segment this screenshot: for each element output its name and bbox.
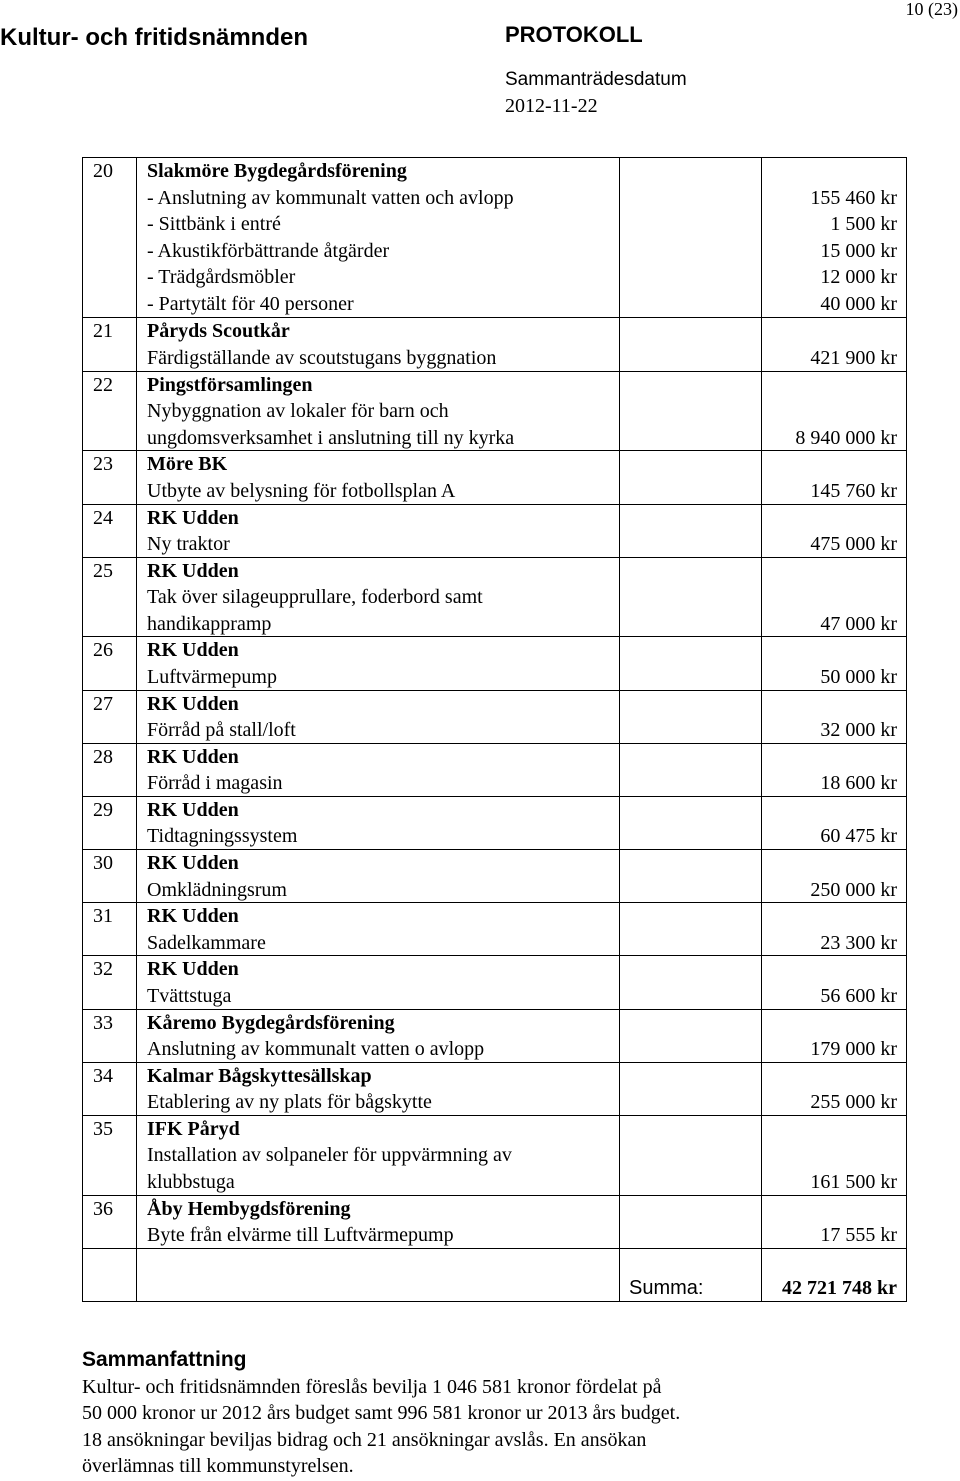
project-description: - Trädgårdsmöbler <box>147 266 296 289</box>
description-cell <box>136 1196 619 1248</box>
amount-cell <box>761 1063 906 1115</box>
amount-spacer <box>762 691 897 718</box>
amount-value: 40 000 kr <box>820 292 897 315</box>
amount-cell <box>761 1196 906 1248</box>
amount-cell <box>761 558 906 637</box>
empty-cell <box>619 372 761 451</box>
empty-cell <box>619 903 761 955</box>
project-description: Luftvärmepump <box>147 665 277 688</box>
project-description: Anslutning av kommunalt vatten o avlopp <box>147 1038 485 1061</box>
number-cell <box>83 372 136 451</box>
number-cell <box>83 956 136 1008</box>
applicant-name: RK Udden <box>147 745 239 768</box>
empty-cell <box>619 691 761 743</box>
amount-cell <box>761 1010 906 1062</box>
table-row <box>83 902 906 955</box>
amount-value: 161 500 kr <box>810 1170 897 1193</box>
summary-text <box>82 1374 680 1479</box>
applicant-name: RK Udden <box>147 506 239 529</box>
project-description: klubbstuga <box>147 1170 235 1193</box>
description-cell <box>136 797 619 849</box>
description-cell <box>136 956 619 1008</box>
amount-spacer <box>762 1116 897 1143</box>
summary-row <box>83 1248 906 1301</box>
applicant-name: RK Udden <box>147 692 239 715</box>
amount-cell <box>761 158 906 317</box>
amount-value: 17 555 kr <box>820 1224 897 1247</box>
applicant-name: RK Udden <box>147 852 239 875</box>
number-cell <box>83 637 136 689</box>
description-cell <box>136 451 619 503</box>
number-cell <box>83 451 136 503</box>
row-number: 24 <box>93 506 113 529</box>
description-cell <box>136 1010 619 1062</box>
number-cell <box>83 850 136 902</box>
description-cell <box>136 1249 619 1301</box>
summary-line: 18 ansökningar beviljas bidrag och 21 ansökningar avslås. En ansökan <box>82 1428 647 1451</box>
table-row <box>83 1195 906 1248</box>
summary-line: 50 000 kronor ur 2012 års budget samt 996 581 kronor ur 2013 års budget. <box>82 1402 681 1425</box>
applicant-name: Pingstförsamlingen <box>147 373 313 396</box>
number-cell <box>83 1063 136 1115</box>
table-row <box>83 796 906 849</box>
table-row <box>83 317 906 370</box>
project-description: - Akustikförbättrande åtgärder <box>147 239 390 262</box>
amount-value <box>762 1142 897 1169</box>
applicant-name: Möre BK <box>147 453 228 476</box>
number-cell <box>83 158 136 317</box>
amount-value: 47 000 kr <box>820 612 897 635</box>
empty-cell <box>619 558 761 637</box>
document-type: PROTOKOLL <box>505 22 643 47</box>
amount-spacer <box>762 558 897 585</box>
row-number: 22 <box>93 373 113 396</box>
project-description: Förråd på stall/loft <box>147 719 296 742</box>
amount-value: 18 600 kr <box>820 772 897 795</box>
amount-spacer <box>762 1063 897 1090</box>
amount-value: 15 000 kr <box>820 239 897 262</box>
number-cell <box>83 797 136 849</box>
summary-label: Summa: <box>629 1277 704 1300</box>
amount-cell <box>761 451 906 503</box>
row-number: 26 <box>93 639 113 662</box>
meeting-date: 2012-11-22 <box>505 95 598 117</box>
number-cell <box>83 744 136 796</box>
row-number: 31 <box>93 905 113 928</box>
number-cell <box>83 691 136 743</box>
number-cell <box>83 505 136 557</box>
amount-spacer <box>762 318 897 345</box>
applicant-name: RK Udden <box>147 639 239 662</box>
number-cell <box>83 1116 136 1195</box>
description-cell <box>136 505 619 557</box>
amount-value: 179 000 kr <box>810 1038 897 1061</box>
applicant-name: IFK Påryd <box>147 1117 240 1140</box>
amount-spacer <box>762 1010 897 1037</box>
description-cell <box>136 850 619 902</box>
amount-cell <box>761 797 906 849</box>
table-row <box>83 557 906 637</box>
number-cell <box>83 1249 136 1301</box>
spacer <box>762 1249 897 1276</box>
amount-value: 250 000 kr <box>810 878 897 901</box>
amount-cell <box>761 1116 906 1195</box>
row-number: 33 <box>93 1011 113 1034</box>
project-description: Tvättstuga <box>147 984 232 1007</box>
amount-value: 23 300 kr <box>820 931 897 954</box>
row-number: 30 <box>93 852 113 875</box>
project-description: Färdigställande av scoutstugans byggnation <box>147 347 497 370</box>
summary-line: Kultur- och fritidsnämnden föreslås bevilja 1 046 581 kronor fördelat på <box>82 1376 662 1398</box>
row-number: 21 <box>93 320 113 343</box>
amount-value: 155 460 kr <box>810 186 897 209</box>
project-description: Etablering av ny plats för bågskytte <box>147 1091 432 1114</box>
row-number: 25 <box>93 559 113 582</box>
amount-value: 475 000 kr <box>810 533 897 556</box>
description-cell <box>136 637 619 689</box>
committee-name: Kultur- och fritidsnämnden <box>0 24 308 51</box>
applicant-name: RK Udden <box>147 905 239 928</box>
table-row <box>83 371 906 451</box>
amount-spacer <box>762 956 897 983</box>
summary-total-cell <box>761 1249 906 1301</box>
summary-line: överlämnas till kommunstyrelsen. <box>82 1454 354 1477</box>
amount-value: 32 000 kr <box>820 719 897 742</box>
applicant-name: Slakmöre Bygdegårdsförening <box>147 160 407 182</box>
description-cell <box>136 1116 619 1195</box>
empty-cell <box>619 451 761 503</box>
project-description: Utbyte av belysning för fotbollsplan A <box>147 479 456 502</box>
project-description: - Sittbänk i entré <box>147 213 281 236</box>
amount-cell <box>761 744 906 796</box>
applicant-name: RK Udden <box>147 798 239 821</box>
project-description: Nybyggnation av lokaler för barn och <box>147 400 449 423</box>
amount-value: 8 940 000 kr <box>795 426 897 449</box>
amount-value <box>762 584 897 611</box>
empty-cell <box>619 1196 761 1248</box>
number-cell <box>83 1196 136 1248</box>
applicant-name: RK Udden <box>147 958 239 981</box>
amount-cell <box>761 505 906 557</box>
table-row <box>83 450 906 503</box>
summary-label-cell <box>619 1249 761 1301</box>
row-number: 36 <box>93 1197 113 1220</box>
amount-cell <box>761 637 906 689</box>
amount-cell <box>761 850 906 902</box>
number-cell <box>83 318 136 370</box>
table-row <box>83 158 906 317</box>
empty-cell <box>619 850 761 902</box>
description-cell <box>136 691 619 743</box>
row-number: 28 <box>93 745 113 768</box>
applicant-name: Påryds Scoutkår <box>147 320 290 343</box>
meeting-date-label: Sammanträdesdatum <box>505 69 687 90</box>
empty-cell <box>619 1010 761 1062</box>
summary-total: 42 721 748 kr <box>782 1277 897 1300</box>
amount-spacer <box>762 1196 897 1223</box>
table-row <box>83 955 906 1008</box>
project-description: Byte från elvärme till Luftvärmepump <box>147 1224 454 1247</box>
row-number: 20 <box>93 160 113 182</box>
table-row <box>83 690 906 743</box>
amount-spacer <box>762 158 897 185</box>
empty-cell <box>619 744 761 796</box>
row-number: 23 <box>93 453 113 476</box>
amount-spacer <box>762 451 897 478</box>
amount-value: 255 000 kr <box>810 1091 897 1114</box>
amount-cell <box>761 956 906 1008</box>
description-cell <box>136 558 619 637</box>
number-cell <box>83 1010 136 1062</box>
project-description: - Partytält för 40 personer <box>147 292 354 315</box>
row-number: 27 <box>93 692 113 715</box>
table-row <box>83 849 906 902</box>
row-number: 34 <box>93 1064 113 1087</box>
amount-value: 50 000 kr <box>820 665 897 688</box>
empty-cell <box>619 1063 761 1115</box>
amount-cell <box>761 903 906 955</box>
grant-table <box>82 157 907 1302</box>
amount-spacer <box>762 903 897 930</box>
amount-value: 145 760 kr <box>810 479 897 502</box>
project-description: Omklädningsrum <box>147 878 287 901</box>
amount-spacer <box>762 744 897 771</box>
project-description: - Anslutning av kommunalt vatten och avlopp <box>147 186 514 209</box>
table-row <box>83 1062 906 1115</box>
amount-spacer <box>762 797 897 824</box>
amount-cell <box>761 372 906 451</box>
project-description: Tak över silageupprullare, foderbord samt <box>147 586 483 609</box>
description-cell <box>136 903 619 955</box>
amount-cell <box>761 691 906 743</box>
empty-cell <box>619 637 761 689</box>
spacer <box>629 1249 761 1276</box>
amount-value: 56 600 kr <box>820 984 897 1007</box>
number-cell <box>83 903 136 955</box>
empty-cell <box>619 1116 761 1195</box>
empty-cell <box>619 956 761 1008</box>
applicant-name: Åby Hembygdsförening <box>147 1197 351 1220</box>
description-cell <box>136 318 619 370</box>
empty-cell <box>619 505 761 557</box>
amount-value: 421 900 kr <box>810 347 897 370</box>
table-row <box>83 636 906 689</box>
page-number: 10 (23) <box>905 0 958 19</box>
project-description: Sadelkammare <box>147 931 266 954</box>
amount-spacer <box>762 850 897 877</box>
summary-heading: Sammanfattning <box>82 1348 247 1371</box>
amount-cell <box>761 318 906 370</box>
row-number: 29 <box>93 798 113 821</box>
project-description: Förråd i magasin <box>147 772 283 795</box>
amount-spacer <box>762 505 897 532</box>
amount-value: 12 000 kr <box>820 266 897 289</box>
description-cell <box>136 744 619 796</box>
project-description: Tidtagningssystem <box>147 825 298 848</box>
row-number: 32 <box>93 958 113 981</box>
description-cell <box>136 1063 619 1115</box>
project-description: Installation av solpaneler för uppvärmning av <box>147 1144 512 1167</box>
amount-value <box>762 398 897 425</box>
table-row <box>83 504 906 557</box>
empty-cell <box>619 797 761 849</box>
table-row <box>83 1009 906 1062</box>
project-description: ungdomsverksamhet i anslutning till ny kyrka <box>147 426 515 449</box>
project-description: handikappramp <box>147 612 272 635</box>
amount-spacer <box>762 372 897 399</box>
description-cell <box>136 158 619 317</box>
table-row <box>83 743 906 796</box>
amount-value: 60 475 kr <box>820 825 897 848</box>
applicant-name: RK Udden <box>147 559 239 582</box>
applicant-name: Kåremo Bygdegårdsförening <box>147 1011 395 1034</box>
empty-cell <box>619 318 761 370</box>
applicant-name: Kalmar Bågskyttesällskap <box>147 1064 372 1087</box>
amount-spacer <box>762 637 897 664</box>
table-row <box>83 1115 906 1195</box>
project-description: Ny traktor <box>147 533 230 556</box>
row-number: 35 <box>93 1117 113 1140</box>
description-cell <box>136 372 619 451</box>
amount-value: 1 500 kr <box>830 213 897 236</box>
number-cell <box>83 558 136 637</box>
empty-cell <box>619 158 761 317</box>
